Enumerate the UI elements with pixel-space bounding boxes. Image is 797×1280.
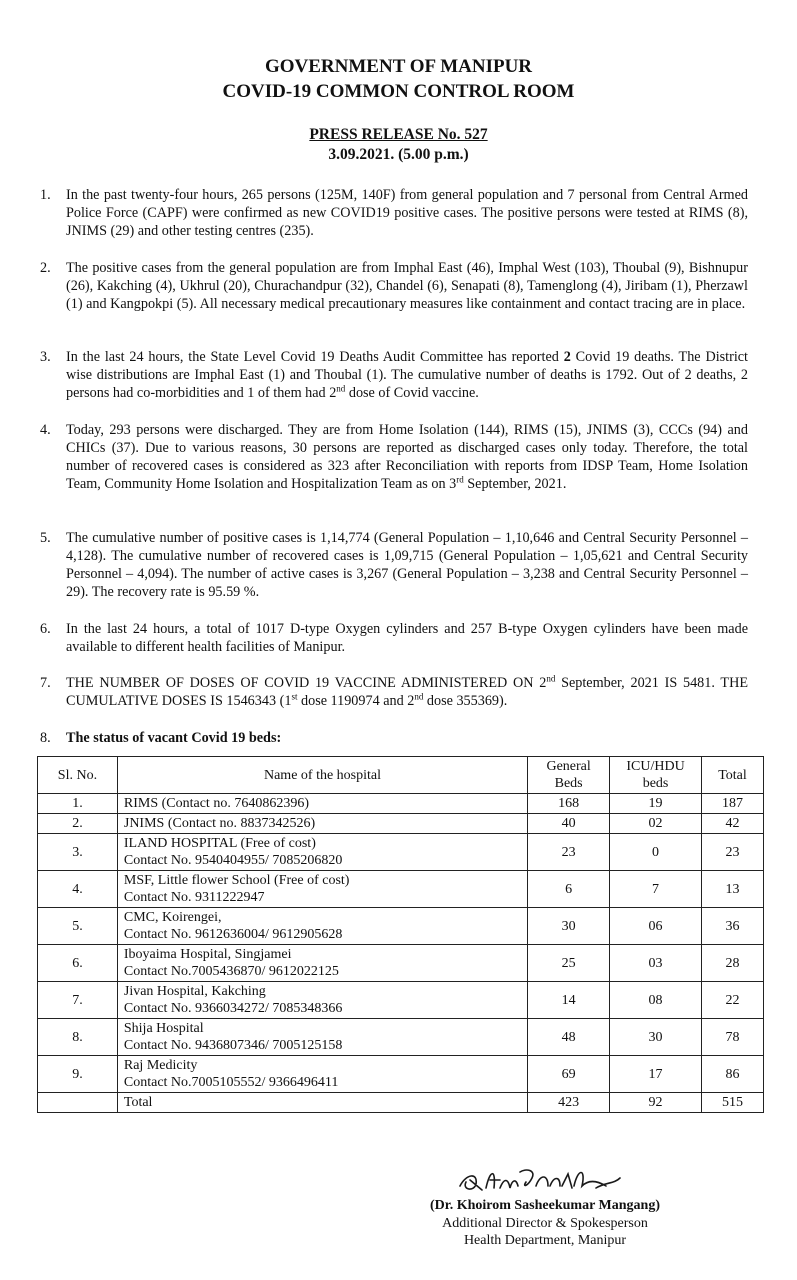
signatory-title: Additional Director & Spokesperson (442, 1216, 648, 1231)
row-total: 42 (702, 814, 764, 834)
paragraph-text: In the last 24 hours, the State Level Covid 19 Deaths Audit Committee has reported 2 Covid 19 deaths. The District wise distributions are Imphal East (1) and Thoubal (1). The cumulative number of deaths is 1792. Out of 2 deaths, 2 persons had co-morbidities and 1 of them had 2nd dose of Covid vaccine. (66, 349, 749, 401)
paragraph-number: 1. (40, 187, 51, 203)
row-general-beds: 23 (528, 834, 610, 871)
col-header-total: Total (702, 757, 764, 794)
paragraph-number: 3. (40, 349, 51, 365)
signatory-department: Health Department, Manipur (463, 1233, 627, 1248)
row-total: 28 (702, 945, 764, 982)
vacant-beds-table (37, 756, 764, 1113)
hospital-contact: Contact No. 9436807346/ 7005125158 (123, 1038, 343, 1053)
paragraph-text: THE NUMBER OF DOSES OF COVID 19 VACCINE ADMINISTERED ON 2nd September, 2021 IS 5481. THE CUMULATIVE DOSES IS 1546343 (1st dose 1190974 and 2nd dose 355369). (66, 673, 748, 709)
row-hospital-name (117, 982, 527, 1019)
table-row (38, 794, 764, 814)
hospital-name: Shija Hospital (123, 1021, 204, 1036)
grand-total: 515 (702, 1093, 764, 1113)
paragraph-text: In the past twenty-four hours, 265 persons (125M, 140F) from general population and 7 personal from Central Armed Police Force (CAPF) were confirmed as new COVID19 positive cases. The positive persons were tested at RIMS (8), JNIMS (29) and other testing centres (235). (66, 187, 748, 239)
row-total: 22 (702, 982, 764, 1019)
row-hospital-name (117, 794, 527, 814)
paragraph-number: 7. (40, 675, 51, 691)
row-general-beds: 48 (528, 1019, 610, 1056)
row-general-beds: 69 (528, 1056, 610, 1093)
row-total: 36 (702, 908, 764, 945)
hospital-contact: Contact No. 9311222947 (123, 890, 265, 905)
col-header-icu-hdu-beds: ICU/HDU beds (610, 757, 702, 794)
table-row (38, 945, 764, 982)
paragraph-7 (40, 674, 748, 710)
row-total: 23 (702, 834, 764, 871)
signatory-name: (Dr. Khoirom Sasheekumar Mangang) (430, 1198, 660, 1213)
hospital-name: Jivan Hospital, Kakching (123, 984, 266, 999)
hospital-contact: Contact No. 9366034272/ 7085348366 (123, 1001, 343, 1016)
table-row (38, 982, 764, 1019)
table-row (38, 1019, 764, 1056)
row-sl-no: 7. (38, 982, 118, 1019)
paragraph-number: 6. (40, 621, 51, 637)
paragraph-1 (40, 186, 748, 240)
row-hospital-name (117, 834, 527, 871)
row-icu-beds: 02 (610, 814, 702, 834)
beds-section-heading: The status of vacant Covid 19 beds: (66, 730, 282, 746)
row-general-beds: 168 (528, 794, 610, 814)
row-general-beds: 14 (528, 982, 610, 1019)
header-control-room: COVID-19 COMMON CONTROL ROOM (222, 81, 575, 102)
hospital-contact: Contact No.7005436870/ 9612022125 (123, 964, 339, 979)
paragraph-text: Today, 293 persons were discharged. They are from Home Isolation (144), RIMS (15), JNIMS (3), CCCs (94) and CHICs (37). Due to various reasons, 30 persons are reported as discharged cases only today. Therefore, the total number of recovered cases is considered as 323 after Reconciliation with reports from IDSP Team, Home Isolation Team, Community Home Isolation and Hospitalization Team as on 3rd September, 2021. (66, 422, 748, 492)
total-general-beds: 423 (528, 1093, 610, 1113)
row-icu-beds: 30 (610, 1019, 702, 1056)
col-header-hospital-name: Name of the hospital (117, 757, 527, 794)
hospital-name: RIMS (Contact no. 7640862396) (123, 796, 309, 811)
hospital-name: MSF, Little flower School (Free of cost) (123, 873, 350, 888)
row-hospital-name (117, 908, 527, 945)
table-row (38, 871, 764, 908)
row-hospital-name (117, 1056, 527, 1093)
table-row (38, 908, 764, 945)
row-hospital-name (117, 814, 527, 834)
row-hospital-name (117, 871, 527, 908)
row-sl-no: 9. (38, 1056, 118, 1093)
paragraph-3 (40, 348, 748, 402)
row-icu-beds: 0 (610, 834, 702, 871)
row-icu-beds: 08 (610, 982, 702, 1019)
row-icu-beds: 17 (610, 1056, 702, 1093)
col-header-sl-no: Sl. No. (38, 757, 118, 794)
row-total: 86 (702, 1056, 764, 1093)
hospital-name: Raj Medicity (123, 1058, 198, 1073)
row-icu-beds: 19 (610, 794, 702, 814)
row-total: 13 (702, 871, 764, 908)
row-general-beds: 6 (528, 871, 610, 908)
press-release-number: PRESS RELEASE No. 527 (309, 126, 488, 143)
table-row (38, 1056, 764, 1093)
table-header-row (38, 757, 764, 794)
paragraph-number: 5. (40, 530, 51, 546)
total-label: Total (117, 1093, 527, 1113)
hospital-contact: Contact No.7005105552/ 9366496411 (123, 1075, 339, 1090)
paragraph-number: 2. (40, 260, 51, 276)
row-sl-no: 6. (38, 945, 118, 982)
hospital-contact: Contact No. 9612636004/ 9612905628 (123, 927, 343, 942)
row-sl-no: 8. (38, 1019, 118, 1056)
handwritten-signature (456, 1160, 626, 1200)
row-sl-no: 4. (38, 871, 118, 908)
paragraph-2 (40, 259, 748, 313)
table-total-row (38, 1093, 764, 1113)
paragraph-text: The positive cases from the general population are from Imphal East (46), Imphal West (103), Thoubal (9), Bishnupur (26), Kakching (4), Ukhrul (20), Churachandpur (32), Chandel (6), Senapati (8), Tamenglong (4), Jiribam (1), Pherzawl (1) and Kangpokpi (5). All necessary medical precautionary measures like containment and contact tracing are in place. (66, 260, 748, 312)
paragraph-text: In the last 24 hours, a total of 1017 D-type Oxygen cylinders and 257 B-type Oxygen cylinders have been made available to different health facilities of Manipur. (66, 621, 748, 655)
row-icu-beds: 03 (610, 945, 702, 982)
paragraph-6 (40, 620, 748, 656)
row-general-beds: 30 (528, 908, 610, 945)
hospital-contact: Contact No. 9540404955/ 7085206820 (123, 853, 343, 868)
hospital-name: ILAND HOSPITAL (Free of cost) (123, 836, 316, 851)
table-row (38, 834, 764, 871)
total-icu-beds: 92 (610, 1093, 702, 1113)
paragraph-text: The cumulative number of positive cases is 1,14,774 (General Population – 1,10,646 and Central Security Personnel – 4,128). The cumulative number of recovered cases is 1,09,715 (General Population – 1,05,621 and Central Security Personnel – 4,094). The number of active cases is 3,267 (General Population – 3,238 and Central Security Personnel – 29). The recovery rate is 95.59 %. (66, 530, 748, 600)
row-sl-no: 5. (38, 908, 118, 945)
col-header-general-beds: General Beds (528, 757, 610, 794)
table-row (38, 814, 764, 834)
row-total: 78 (702, 1019, 764, 1056)
row-total: 187 (702, 794, 764, 814)
row-general-beds: 40 (528, 814, 610, 834)
row-sl-no: 1. (38, 794, 118, 814)
row-sl-no: 2. (38, 814, 118, 834)
paragraph-number: 4. (40, 422, 51, 438)
paragraph-4 (40, 421, 748, 493)
row-general-beds: 25 (528, 945, 610, 982)
paragraph-5 (40, 529, 748, 601)
row-icu-beds: 06 (610, 908, 702, 945)
paragraph-number: 8. (40, 730, 51, 746)
press-release-date: 3.09.2021. (5.00 p.m.) (328, 146, 469, 163)
total-sl (38, 1093, 118, 1113)
row-sl-no: 3. (38, 834, 118, 871)
row-hospital-name (117, 1019, 527, 1056)
row-hospital-name (117, 945, 527, 982)
row-icu-beds: 7 (610, 871, 702, 908)
hospital-name: JNIMS (Contact no. 8837342526) (123, 816, 316, 831)
paragraph-8 (40, 729, 748, 747)
hospital-name: Iboyaima Hospital, Singjamei (123, 947, 292, 962)
header-government: GOVERNMENT OF MANIPUR (264, 56, 533, 77)
hospital-name: CMC, Koirengei, (123, 910, 222, 925)
